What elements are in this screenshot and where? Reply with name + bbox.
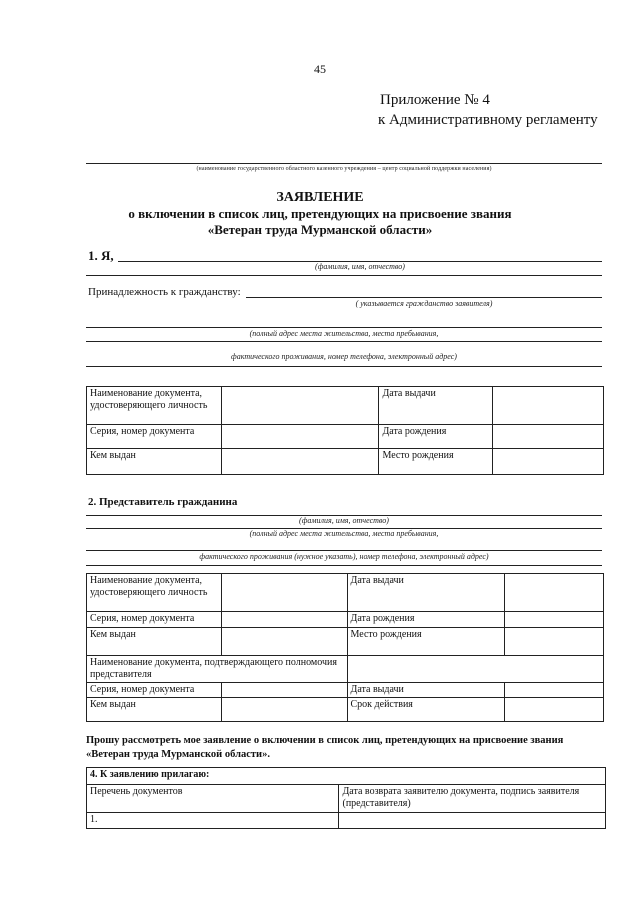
rep-cell-issued-by: Кем выдан [87,628,222,656]
attachments-row-1[interactable]: 1. [87,813,339,829]
rep-address-line [86,550,602,551]
cell-birth-date-value[interactable] [493,425,604,449]
identity-table-1 [86,386,604,475]
cell-series-number: Серия, номер документа [87,425,222,449]
rep-address-caption: (полный адрес места жительства, места пребывания, [249,529,439,538]
cell-doc-name-value[interactable] [221,387,379,425]
citizenship-caption: ( указывается гражданство заявителя) [355,299,493,308]
rep-cell-series-number-2-value[interactable] [221,683,347,698]
form-title: ЗАЯВЛЕНИЕ [276,190,364,205]
attachments-col-return: Дата возврата заявителю документа, подпись заявителя (представителя) [339,785,606,813]
rep-cell-issued-by-2: Кем выдан [87,698,222,722]
form-subtitle-2: «Ветеран труда Мурманской области» [207,222,433,237]
rep-cell-issue-date-2-value[interactable] [505,683,604,698]
rep-cell-doc-name-value[interactable] [221,574,347,612]
section1-label: 1. Я, [88,248,114,263]
cell-series-number-value[interactable] [221,425,379,449]
institution-line [86,163,602,164]
cell-doc-name: Наименование документа, удостоверяющего личность [87,387,222,425]
rep-cell-series-number-value[interactable] [221,612,347,628]
address-line-2 [86,341,602,342]
section4-label: 4. К заявлению прилагаю: [87,768,606,785]
fio-line-2 [86,275,602,276]
address-line [86,327,602,328]
rep-cell-validity: Срок действия [347,698,505,722]
identity-table-2 [86,573,604,722]
address-caption-2: фактического проживания, номер телефона, электронный адрес) [231,352,457,361]
cell-birth-place: Место рождения [379,449,493,475]
cell-birth-place-value[interactable] [493,449,604,475]
rep-address-caption-2: фактического проживания (нужное указать), номер телефона, электронный адрес) [199,552,489,561]
cell-issued-by-value[interactable] [221,449,379,475]
rep-cell-authority-doc: Наименование документа, подтверждающего полномочия представителя [87,656,348,683]
cell-issued-by: Кем выдан [87,449,222,475]
rep-fio-caption: (фамилия, имя, отчество) [299,516,389,525]
citizenship-label: Принадлежность к гражданству: [88,286,241,298]
rep-cell-issue-date-2: Дата выдачи [347,683,505,698]
fio-caption: (фамилия, имя, отчество) [315,262,405,271]
rep-cell-birth-place-value[interactable] [505,628,604,656]
appendix-line2: к Административному регламенту [378,112,598,128]
address-caption: (полный адрес места жительства, места пребывания, [249,329,439,338]
institution-caption: (наименование государственного областного казенного учреждения – центр социальной поддержки населения) [196,166,492,172]
rep-cell-birth-place: Место рождения [347,628,505,656]
attachments-row-1-return[interactable] [339,813,606,829]
attachments-col-documents: Перечень документов [87,785,339,813]
rep-cell-issue-date-value[interactable] [505,574,604,612]
attachments-table [86,767,606,829]
cell-issue-date: Дата выдачи [379,387,493,425]
rep-cell-issue-date: Дата выдачи [347,574,505,612]
rep-cell-series-number-2: Серия, номер документа [87,683,222,698]
rep-cell-authority-doc-value[interactable] [347,656,603,683]
cell-issue-date-value[interactable] [493,387,604,425]
rep-cell-issued-by-2-value[interactable] [221,698,347,722]
section2-label: 2. Представитель гражданина [88,496,238,508]
form-subtitle-1: о включении в список лиц, претендующих на присвоение звания [128,206,512,221]
cell-birth-date: Дата рождения [379,425,493,449]
rep-cell-doc-name: Наименование документа, удостоверяющего личность [87,574,222,612]
rep-cell-series-number: Серия, номер документа [87,612,222,628]
rep-cell-birth-date-value[interactable] [505,612,604,628]
citizenship-line [246,297,602,298]
rep-cell-birth-date: Дата рождения [347,612,505,628]
rep-cell-issued-by-value[interactable] [221,628,347,656]
rep-cell-validity-value[interactable] [505,698,604,722]
page-number: 45 [314,62,326,76]
request-text: Прошу рассмотреть мое заявление о включении в список лиц, претендующих на присвоение звания «Ветеран труда Мурманской области». [86,735,564,760]
rep-address-line-2 [86,565,602,566]
appendix-line1: Приложение № 4 [380,92,490,108]
address-line-3 [86,366,602,367]
